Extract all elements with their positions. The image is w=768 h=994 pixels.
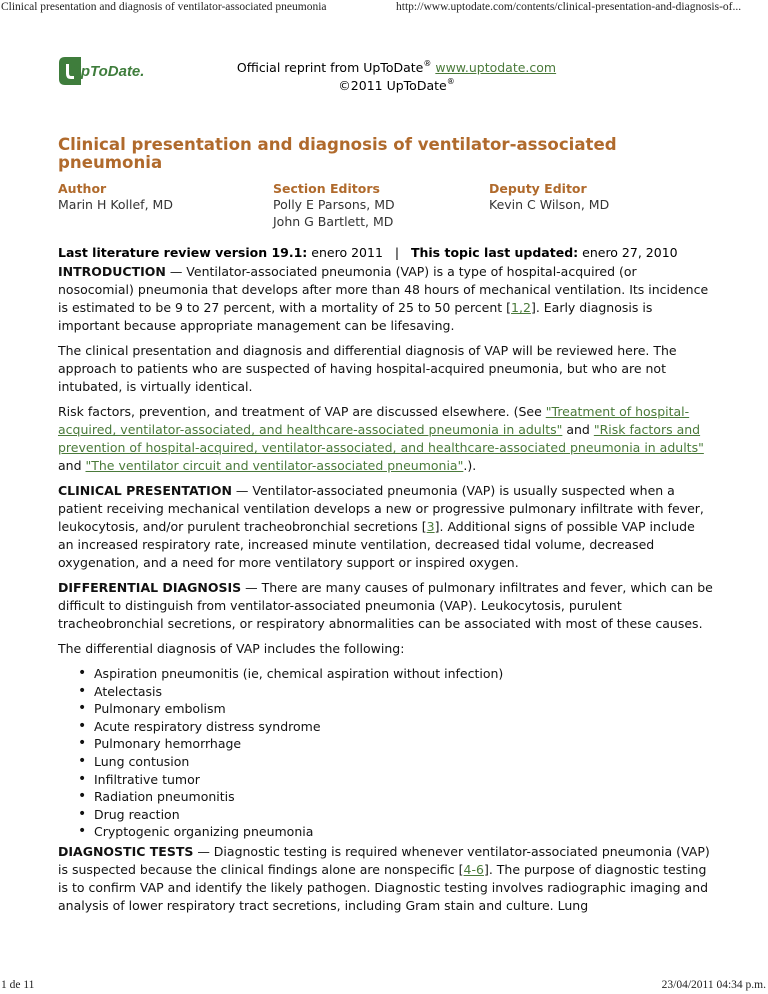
print-datetime: 23/04/2011 04:34 p.m.: [661, 979, 766, 991]
list-item: • Infiltrative tumor: [76, 771, 714, 789]
introduction-heading: INTRODUCTION: [58, 264, 166, 279]
print-footer: [0, 979, 768, 993]
reference-link[interactable]: 1,2: [511, 300, 531, 315]
review-label: Last literature review version 19.1:: [58, 245, 308, 260]
print-header: [0, 1, 768, 15]
list-item: • Lung contusion: [76, 753, 714, 771]
reprint-copyright: ©2011 UpToDate: [338, 78, 447, 93]
deputy-editor-column: [489, 181, 609, 214]
reference-link[interactable]: 3: [426, 519, 435, 534]
print-header-title: Clinical presentation and diagnosis of ventilator-associated pneumonia: [1, 1, 327, 13]
section-editor-1: Polly E Parsons, MD: [273, 197, 395, 213]
introduction-paragraph: INTRODUCTION — Ventilator-associated pneumonia (VAP) is a type of hospital-acquired (or nosocomial) pneumonia that develops after more than 48 hours of mechanical ventilation. Its incidence is estimated to be 9 to 27 percent, with a mortality of 25 to 50 percent [1,2]. Early diagnosis is important because appropriate management can be lifesaving.: [58, 264, 709, 333]
differential-intro: The differential diagnosis of VAP includes the following:: [58, 641, 405, 656]
review-date: enero 2011: [311, 245, 383, 260]
list-item: • Pulmonary hemorrhage: [76, 735, 714, 753]
reprint-notice: [200, 59, 593, 95]
section-editors-label: Section Editors: [273, 181, 380, 196]
updated-label: This topic last updated:: [410, 245, 579, 260]
see-also-paragraph: Risk factors, prevention, and treatment of VAP are discussed elsewhere. (See "Treatment of hospital-acquired, ventilator-associated, and healthcare-associated pneumonia in adults" and "Risk factors and prevention of hospital-acquired, ventilator-associated, and healthcare-associated pneumonia in adults" and "The ventilator circuit and ventilator-associated pneumonia".).: [58, 404, 704, 473]
reprint-line1: Official reprint from UpToDate: [236, 60, 424, 75]
clinical-presentation-heading: CLINICAL PRESENTATION: [58, 483, 232, 498]
author-column: [58, 181, 173, 214]
list-item: • Radiation pneumonitis: [76, 788, 714, 806]
logo-text: UpToDate.: [70, 63, 145, 80]
differential-diagnosis-paragraph: DIFFERENTIAL DIAGNOSIS — There are many causes of pulmonary infiltrates and fever, which can be difficult to distinguish from ventilator-associated pneumonia (VAP). Leukocytosis, purulent tracheobronchial secretions, or respiratory abnormalities can be associated with most of these causes.: [58, 580, 713, 631]
author-label: Author: [58, 181, 107, 196]
deputy-editor-name: Kevin C Wilson, MD: [489, 197, 610, 213]
section-editor-2: John G Bartlett, MD: [273, 213, 394, 229]
differential-diagnosis-heading: DIFFERENTIAL DIAGNOSIS: [58, 580, 242, 595]
ventilator-circuit-topic-link[interactable]: "The ventilator circuit and ventilator-associated pneumonia": [85, 458, 464, 473]
uptodate-link[interactable]: www.uptodate.com: [435, 60, 557, 75]
list-item: • Aspiration pneumonitis (ie, chemical aspiration without infection): [76, 665, 714, 683]
treatment-topic-link[interactable]: "Treatment of hospital-acquired, ventilator-associated, and healthcare-associated pneumonia in adults": [58, 404, 690, 437]
overview-paragraph: The clinical presentation and diagnosis and differential diagnosis of VAP will be reviewed here. The approach to patients who are suspected of having hospital-acquired pneumonia, but who are not intubated, is virtually identical.: [58, 343, 677, 394]
review-separator: |: [394, 245, 400, 260]
clinical-presentation-paragraph: CLINICAL PRESENTATION — Ventilator-associated pneumonia (VAP) is usually suspected when a patient receiving mechanical ventilation develops a new or progressive pulmonary infiltrate with fever, leukocytosis, and/or purulent tracheobronchial secretions [3]. Additional signs of possible VAP include an increased respiratory rate, increased minute ventilation, decreased tidal volume, decreased oxygenation, and a need for more ventilatory support or inspired oxygen.: [58, 483, 704, 570]
registered-mark-2: ®: [446, 77, 455, 86]
diagnostic-tests-heading: DIAGNOSTIC TESTS: [58, 843, 194, 859]
article-title: Clinical presentation and diagnosis of ventilator-associated pneumonia: [58, 135, 617, 172]
risk-factors-topic-link[interactable]: "Risk factors and prevention of hospital-acquired, ventilator-associated, and healthcare-associated pneumonia in adults": [58, 422, 704, 455]
section-editors-column: [273, 181, 395, 230]
diagnostic-tests-paragraph: DIAGNOSTIC TESTS — Diagnostic testing is required whenever ventilator-associated pneumonia (VAP) is suspected because the clinical findings alone are nonspecific [4-6]. The purpose of diagnostic testing is to confirm VAP and identify the likely pathogen. Diagnostic testing involves radiographic imaging and analysis of lower respiratory tract secretions, including Gram stain and culture. Lung: [58, 843, 710, 913]
article-credits: [58, 181, 714, 235]
updated-date: enero 27, 2010: [582, 245, 678, 260]
article-content: [58, 136, 714, 915]
review-info: [58, 245, 714, 261]
page-number: 1 de 11: [1, 979, 35, 991]
differential-list: [76, 665, 714, 841]
list-item: • Pulmonary embolism: [76, 700, 714, 718]
list-item: • Drug reaction: [76, 806, 714, 824]
deputy-editor-label: Deputy Editor: [489, 181, 587, 196]
list-item: • Atelectasis: [76, 683, 714, 701]
author-name: Marin H Kollef, MD: [58, 197, 173, 213]
print-header-url: http://www.uptodate.com/contents/clinical-presentation-and-diagnosis-of...: [396, 1, 742, 13]
list-item: • Acute respiratory distress syndrome: [76, 718, 714, 736]
reference-link[interactable]: 4-6: [463, 861, 484, 877]
registered-mark: ®: [423, 59, 432, 68]
uptodate-logo: [57, 55, 153, 87]
list-item: • Cryptogenic organizing pneumonia: [76, 823, 714, 841]
